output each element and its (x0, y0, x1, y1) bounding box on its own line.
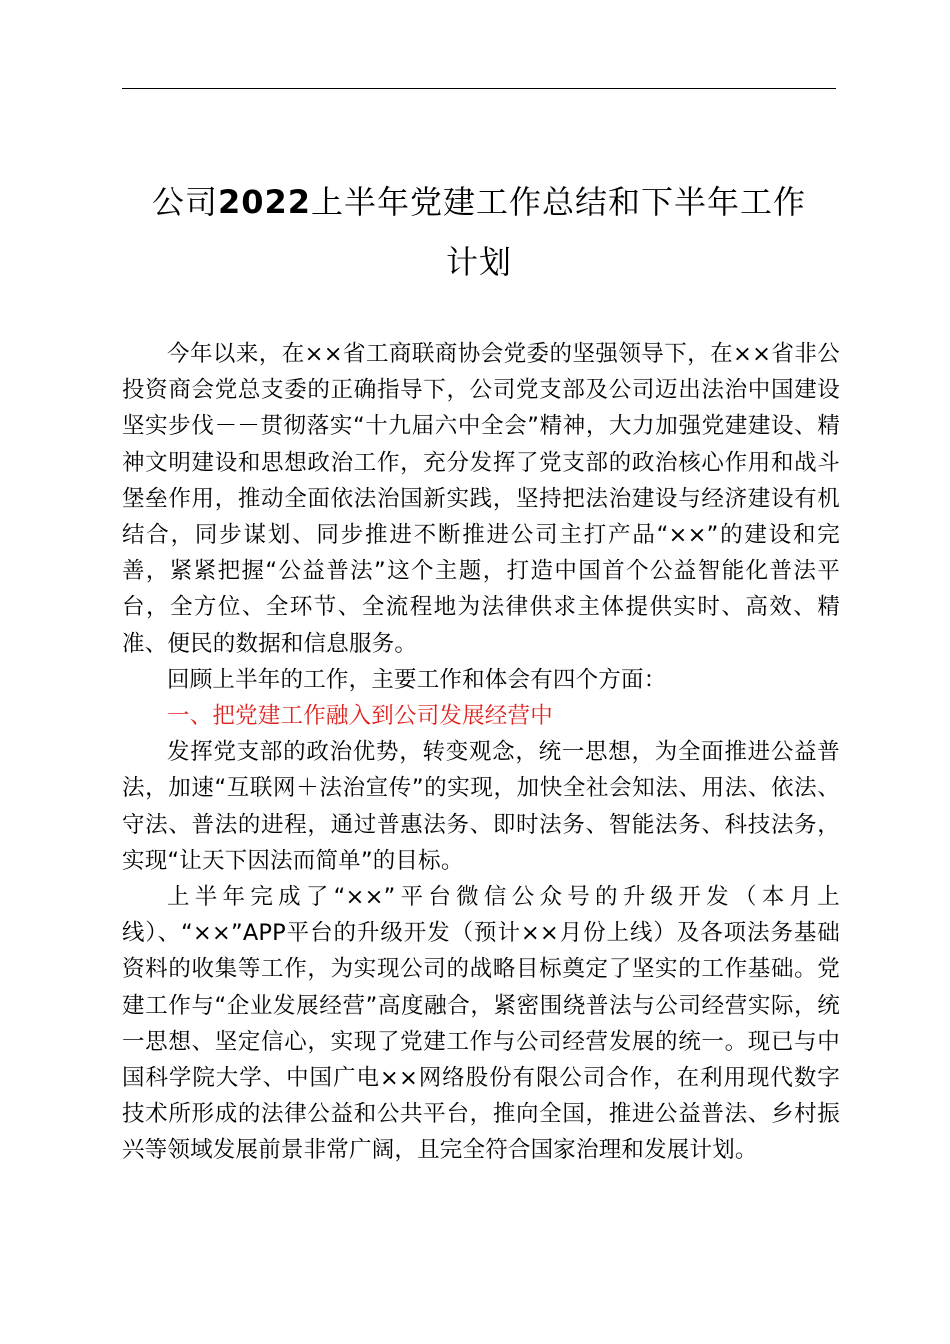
title-line1-rest: 上半年党建工作总结和下半年工作 (311, 183, 807, 221)
section-paragraph-1: 发挥党支部的政治优势，转变观念，统一思想，为全面推进公益普法，加速“互联网＋法治宣传”的实现，加快全社会知法、用法、依法、守法、普法的进程，通过普惠法务、即时法务、智能法务、科技法务，实现“让天下因法而简单”的目标。 (122, 739, 840, 874)
section-heading-1: 一、把党建工作融入到公司发展经营中 (167, 703, 553, 730)
review-paragraph: 回顾上半年的工作，主要工作和体会有四个方面： (167, 666, 667, 693)
title-year: 2022 (217, 183, 312, 221)
header-rule (122, 88, 836, 89)
document-title (122, 172, 836, 292)
intro-paragraph: 今年以来，在××省工商联商协会党委的坚强领导下，在××省非公投资商会党总支委的正确指导下，公司党支部及公司迈出法治中国建设坚实步伐－－贯彻落实“十九届六中全会”精神，大力加强党建建设、精神文明建设和思想政治工作，充分发挥了党支部的政治核心作用和战斗堡垒作用，推动全面依法治国新实践，坚持把法治建设与经济建设有机结合，同步谋划、同步推进不断推进公司主打产品“××”的建设和完善，紧紧把握“公益普法”这个主题，打造中国首个公益智能化普法平台，全方位、全环节、全流程地为法律供求主体提供实时、高效、精准、便民的数据和信息服务。 (122, 341, 840, 657)
section-paragraph-2: 上半年完成了“××”平台微信公众号的升级开发（本月上线）、“××”APP平台的升级开发（预计××月份上线）及各项法务基础资料的收集等工作，为实现公司的战略目标奠定了坚实的工作基础。党建工作与“企业发展经营”高度融合，紧密围绕普法与公司经营实际，统一思想、坚定信心，实现了党建工作与公司经营发展的统一。现已与中国科学院大学、中国广电××网络股份有限公司合作，在利用现代数字技术所形成的法律公益和公共平台，推向全国，推进公益普法、乡村振兴等领域发展前景非常广阔，且完全符合国家治理和发展计划。 (122, 884, 840, 1164)
document-body (122, 336, 840, 1169)
title-line2: 计划 (445, 243, 512, 281)
title-prefix: 公司 (151, 183, 218, 221)
